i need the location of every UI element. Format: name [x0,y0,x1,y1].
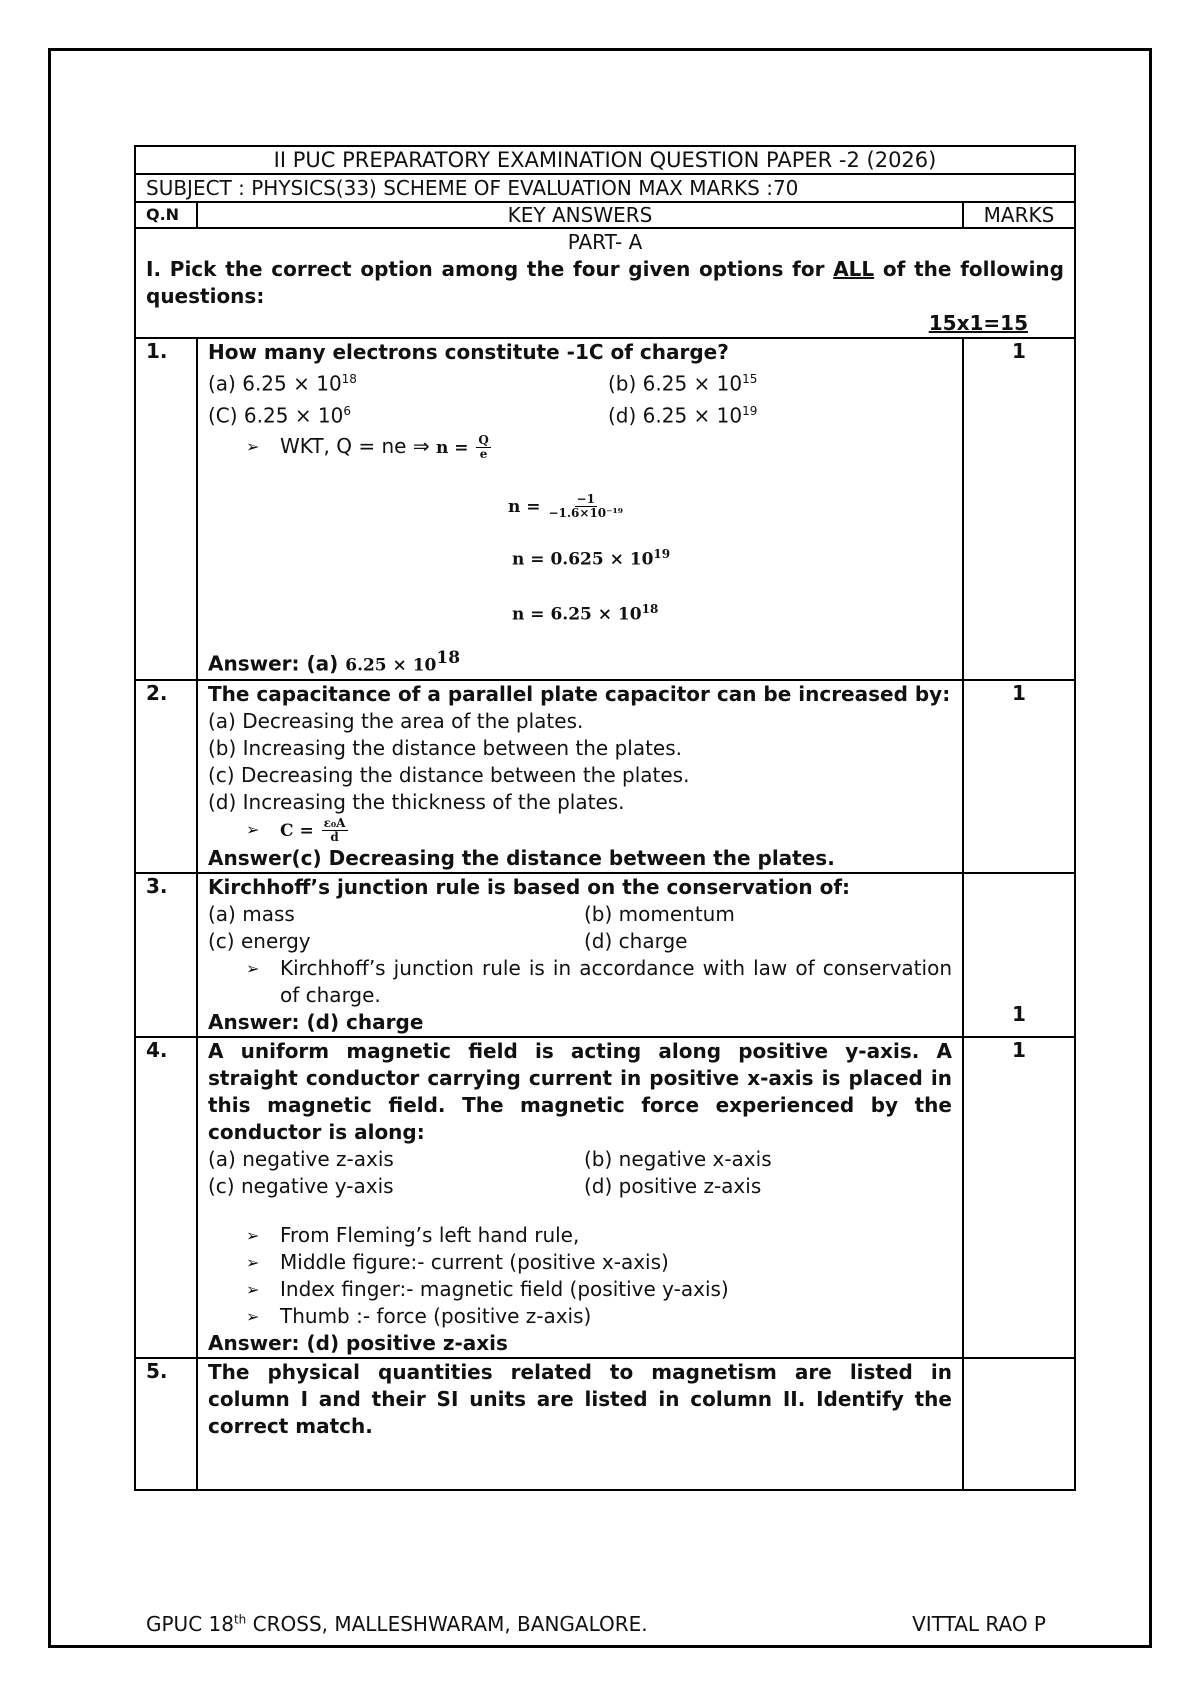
question-number: 4. [135,1037,197,1358]
answer-line: Answer: (a) $6.25 \times 10^{18}$ [208,647,461,676]
answer-line: Answer(c) Decreasing the distance between the plates. [208,846,835,871]
question-row-3 [135,873,1075,1037]
option-d: (d) positive z-axis [584,1174,762,1199]
question-marks: 1 [963,1037,1075,1358]
question-body [197,338,963,680]
options-row [208,366,952,398]
option-d: (d) charge [584,929,688,954]
solution-step: ➢ C = $\frac{\text{ε₀A}}{d}$ [246,816,346,845]
question-text: Kirchhoff’s junction rule is based on the conservation of: [208,875,851,900]
answer-line: Answer: (d) positive z-axis [208,1331,508,1356]
bullet-arrow-icon: ➢ [246,1280,260,1300]
solution-step: ➢ Thumb :- force (positive z-axis) [246,1304,592,1329]
fraction: $\frac{-1}{\text{−1.6×10⁻¹⁹}}$ [548,492,623,521]
option-a: (a) Decreasing the area of the plates. [208,709,584,734]
calc-step-2: $n = 0.625 \times 10^{19}$ [512,547,671,570]
instruction-post: of the following questions: [146,257,1064,308]
page-footer [146,1612,1046,1636]
question-body [197,873,963,1037]
instruction-pre: I. Pick the correct option among the four given options for [146,257,834,281]
title-row [135,146,1075,174]
option-a: (a) mass [208,902,295,927]
option-d: (d) $6.25 \times 10^{19}$ [608,403,758,428]
exam-title: II PUC PREPARATORY EXAMINATION QUESTION PAPER -2 (2026) [135,146,1075,174]
solution-step: ➢ From Fleming’s left hand rule, [246,1223,580,1248]
options-row [208,1173,952,1200]
bullet-arrow-icon: ➢ [246,959,260,979]
solution-step: ➢ Middle figure:- current (positive x-axis) [246,1250,669,1275]
subject-line: SUBJECT : PHYSICS(33) SCHEME OF EVALUATION MAX MARKS :70 [135,174,1075,202]
solution-step: ➢ Kirchhoff’s junction rule is in accordance with law of conservation of charge. [246,956,952,1008]
bullet-arrow-icon: ➢ [246,1226,260,1246]
question-body [197,1358,963,1490]
bullet-arrow-icon: ➢ [246,1253,260,1273]
option-a: (a) $6.25 \times 10^{18}$ [208,371,357,396]
part-title: PART- A [567,230,643,254]
footer-college: GPUC 18th CROSS, MALLESHWARAM, BANGALORE. [146,1612,648,1636]
part-a-instructions [135,228,1075,338]
question-marks: 1 [963,873,1075,1037]
question-marks: 1 [963,338,1075,680]
bullet-arrow-icon: ➢ [246,820,260,840]
question-body [197,1037,963,1358]
question-text: A uniform magnetic field is acting along positive y-axis. A straight conductor carrying current in positive x-axis is placed in this magnetic field. The magnetic force experienced by the conductor is along: [208,1039,952,1145]
question-row-2 [135,680,1075,873]
fraction: $\frac{\text{ε₀A}}{d}$ [323,816,346,845]
option-a: (a) negative z-axis [208,1147,394,1172]
part-a-row [135,228,1075,338]
footer-author: VITTAL RAO P [912,1612,1046,1636]
option-c: (c) negative y-axis [208,1174,394,1199]
answer-key-table [134,145,1076,1491]
options-row [208,1146,952,1173]
question-number: 5. [135,1358,197,1490]
solution-step: ➢ WKT, Q = ne ⇒ n = $\frac{Q}{e}$ [246,433,489,462]
bullet-arrow-icon: ➢ [246,1307,260,1327]
option-b: (b) negative x-axis [584,1147,772,1172]
options-row [208,901,952,928]
question-text: The physical quantities related to magnetism are listed in column I and their SI units are listed in column II. Identify the correct match. [208,1360,952,1439]
question-number: 2. [135,680,197,873]
question-body [197,680,963,873]
question-number: 3. [135,873,197,1037]
column-qn: Q.N [135,202,197,228]
answer-line: Answer: (d) charge [208,1010,424,1035]
option-b: (b) Increasing the distance between the plates. [208,736,683,761]
options-row [208,398,952,430]
question-row-1 [135,338,1075,680]
question-marks [963,1358,1075,1490]
solution-step: ➢ Index finger:- magnetic field (positive y-axis) [246,1277,729,1302]
part-marks: 15x1=15 [928,311,1028,335]
question-row-4 [135,1037,1075,1358]
subject-row [135,174,1075,202]
calc-step-3: $n = 6.25 \times 10^{18}$ [512,601,659,625]
option-d: (d) Increasing the thickness of the plates. [208,790,625,815]
instruction-text [146,256,1064,310]
option-c: (c) energy [208,929,311,954]
instruction-all: ALL [833,257,875,281]
question-text: The capacitance of a parallel plate capacitor can be increased by: [208,682,951,707]
calc-step-1: n = $\frac{-1}{\text{−1.6×10⁻¹⁹}}$ [508,492,623,521]
option-b: (b) $6.25 \times 10^{15}$ [608,371,758,396]
bullet-arrow-icon: ➢ [246,437,260,457]
column-key-answers: KEY ANSWERS [197,202,963,228]
column-header-row [135,202,1075,228]
option-c: (c) Decreasing the distance between the plates. [208,763,690,788]
question-text: How many electrons constitute -1C of charge? [208,340,729,364]
option-c: (C) $6.25 \times 10^6$ [208,403,352,428]
question-number: 1. [135,338,197,680]
question-row-5 [135,1358,1075,1490]
options-row [208,928,952,955]
column-marks: MARKS [963,202,1075,228]
option-b: (b) momentum [584,902,735,927]
fraction: $\frac{Q}{e}$ [478,433,489,462]
question-marks: 1 [963,680,1075,873]
